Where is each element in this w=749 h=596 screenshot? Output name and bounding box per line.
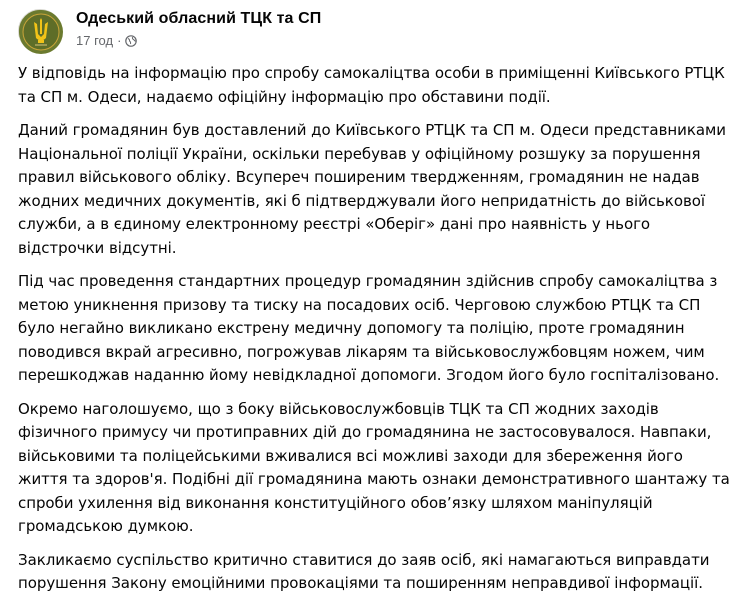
globe-icon[interactable] — [125, 35, 137, 47]
trident-emblem-icon — [19, 10, 63, 54]
post-header — [18, 0, 735, 62]
post-paragraph-4: Окремо наголошуємо, що з боку військовослужбовців ТЦК та СП жодних заходів фізичного примусу чи протиправних дій до громадянина не застосовувалося. Навпаки, військовими та поліцейськими вживалися всі можливі заходи для збереження його життя та здоров'я. Подібні дії громадянина мають ознаки демонстративного шантажу та спроби ухилення від виконання конституційного обов’язку шляхом маніпуляцій громадською думкою. — [18, 399, 730, 535]
post-meta — [76, 9, 321, 49]
post-paragraph-1: У відповідь на інформацію про спробу самокаліцтва особи в приміщенні Київського РТЦК та СП м. Одеси, надаємо офіційну інформацію про обставини події. — [18, 64, 725, 106]
post-paragraph-5: Закликаємо суспільство критично ставитися до заяв осіб, які намагаються виправдати порушення Закону емоційними провокаціями та поширенням неправдивої інформації. — [18, 550, 710, 592]
post-timestamp[interactable]: 17 год — [76, 33, 114, 48]
page-name-link[interactable]: Одеський обласний ТЦК та СП — [76, 10, 322, 27]
post-body — [18, 62, 735, 596]
separator-dot: · — [117, 33, 122, 48]
post-paragraph-2: Даний громадянин був доставлений до Київського РТЦК та СП м. Одеси представниками Національної поліції України, оскільки перебував у офіційному розшуку за порушення правил військового обліку. Всупереч поширеним твердженням, громадянин не надав жодних медичних документів, які б підтверджували його непридатність до військової служби, а в єдиному електронному реєстрі «Оберіг» дані про наявність у нього відстрочки відсутні. — [18, 121, 726, 257]
post-subline — [76, 33, 321, 49]
page-avatar[interactable] — [18, 9, 62, 53]
post-paragraph-3: Під час проведення стандартних процедур громадянин здійснив спробу самокаліцтва з метою уникнення призову та тиску на посадових осіб. Черговою службою РТЦК та СП було негайно викликано екстрену медичну допомогу та поліцію, проте громадянин поводився вкрай агресивно, погрожував лікарям та військовослужбовцям ножем, чим перешкоджав наданню йому невідкладної допомоги. Згодом його було госпіталізовано. — [18, 272, 720, 384]
